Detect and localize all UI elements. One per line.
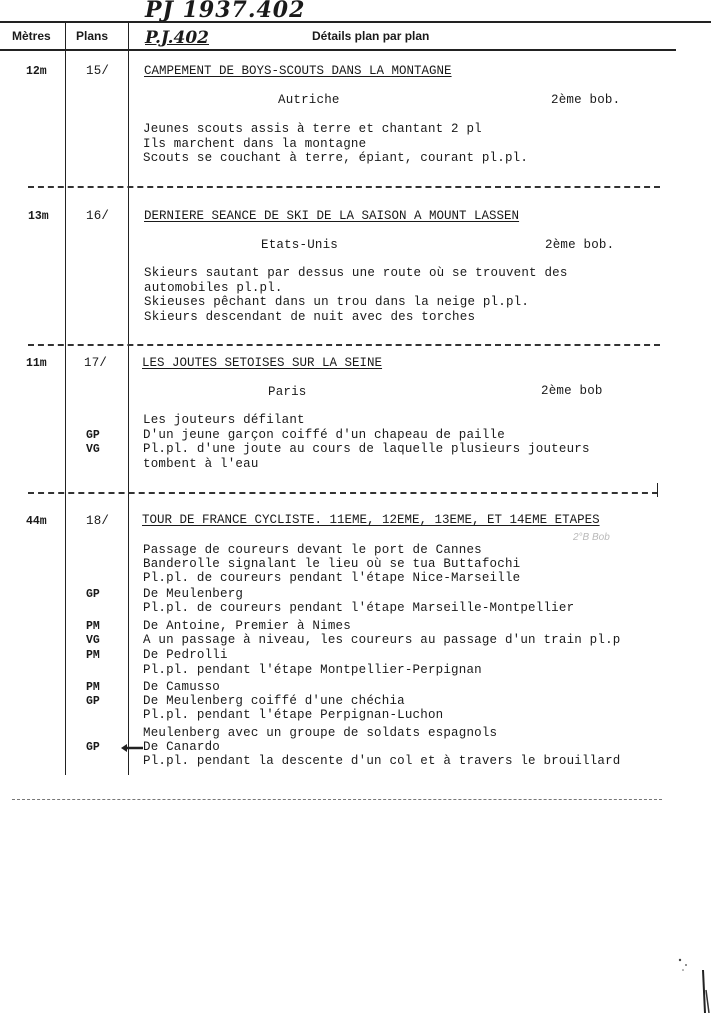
shot-line: De Camusso	[143, 680, 221, 694]
shot-line: De Meulenberg	[143, 587, 244, 601]
shot-line: Pl.pl. pendant l'étape Montpellier-Perpignan	[143, 663, 482, 677]
shot-line: Pl.pl. pendant la descente d'un col et à travers le brouillard	[143, 754, 621, 768]
arrow-pointer-icon	[121, 743, 143, 753]
shot-line: D'un jeune garçon coiffé d'un chapeau de paille	[143, 428, 505, 442]
section-plan-number: 17/	[84, 356, 108, 370]
header-bottom-rule	[0, 49, 676, 51]
shot-code: GP	[86, 429, 100, 442]
shot-code: PM	[86, 620, 100, 633]
shot-code: PM	[86, 649, 100, 662]
section-metres: 12m	[26, 65, 47, 78]
details-column-header: Détails plan par plan	[312, 29, 430, 43]
shot-line: Banderolle signalant le lieu où se tua Buttafochi	[143, 557, 521, 571]
shot-line: Jeunes scouts assis à terre et chantant 2 pl	[143, 122, 482, 136]
faded-stamp: 2°B Bob	[573, 532, 610, 543]
shot-line: A un passage à niveau, les coureurs au passage d'un train pl.p	[143, 633, 621, 647]
header-top-rule	[0, 21, 711, 23]
section-title: TOUR DE FRANCE CYCLISTE. 11EME, 12EME, 13EME, ET 14EME ETAPES	[142, 513, 600, 527]
section-metres: 11m	[26, 357, 47, 370]
shot-line: Ils marchent dans la montagne	[143, 137, 367, 151]
shot-line: Skieuses pêchant dans un trou dans la neige pl.pl.	[144, 295, 530, 309]
shot-line: Scouts se couchant à terre, épiant, courant pl.pl.	[143, 151, 529, 165]
section-bob: 2ème bob.	[545, 238, 615, 252]
section-separator	[28, 344, 660, 346]
section-metres: 13m	[28, 210, 49, 223]
section-location: Autriche	[278, 93, 340, 107]
shot-code: VG	[86, 443, 100, 456]
column-divider-2	[128, 21, 129, 775]
scan-speck-marks	[670, 945, 711, 1013]
separator-end-tick	[657, 483, 658, 497]
section-bob: 2ème bob	[541, 384, 603, 398]
shot-code: GP	[86, 695, 100, 708]
shot-line: tombent à l'eau	[143, 457, 259, 471]
shot-code: GP	[86, 741, 100, 754]
section-bob: 2ème bob.	[551, 93, 621, 107]
column-divider-1	[65, 21, 66, 775]
shot-line: Skieurs descendant de nuit avec des torches	[144, 310, 476, 324]
shot-line: De Pedrolli	[143, 648, 228, 662]
metres-column-header: Mètres	[12, 29, 51, 43]
section-metres: 44m	[26, 515, 47, 528]
shot-code: PM	[86, 681, 100, 694]
shot-line: De Meulenberg coiffé d'une chéchia	[143, 694, 405, 708]
shot-line: automobiles pl.pl.	[144, 281, 283, 295]
shot-line: Pl.pl. pendant l'étape Perpignan-Luchon	[143, 708, 444, 722]
section-title: CAMPEMENT DE BOYS-SCOUTS DANS LA MONTAGNE	[144, 64, 452, 78]
shot-line: Meulenberg avec un groupe de soldats espagnols	[143, 726, 498, 740]
plans-column-header: Plans	[76, 29, 109, 43]
section-location: Etats-Unis	[261, 238, 339, 252]
section-separator	[28, 186, 660, 188]
section-title: LES JOUTES SETOISES SUR LA SEINE	[142, 356, 383, 370]
footer-rule	[12, 799, 662, 800]
shot-line: Les jouteurs défilant	[143, 413, 305, 427]
shot-code: VG	[86, 634, 100, 647]
document-reference: PJ 1937.402	[145, 0, 306, 23]
shot-line: De Canardo	[143, 740, 221, 754]
section-location: Paris	[268, 385, 307, 399]
handwritten-ref: P.J.402	[145, 28, 210, 48]
shot-line: Pl.pl. de coureurs pendant l'étape Nice-Marseille	[143, 571, 521, 585]
shot-line: Pl.pl. d'une joute au cours de laquelle plusieurs jouteurs	[143, 442, 590, 456]
shot-line: Pl.pl. de coureurs pendant l'étape Marseille-Montpellier	[143, 601, 575, 615]
section-plan-number: 15/	[86, 64, 110, 78]
section-plan-number: 18/	[86, 514, 110, 528]
shot-line: Passage de coureurs devant le port de Cannes	[143, 543, 482, 557]
section-plan-number: 16/	[86, 209, 110, 223]
section-title: DERNIERE SEANCE DE SKI DE LA SAISON A MOUNT LASSEN	[144, 209, 520, 223]
shot-line: De Antoine, Premier à Nimes	[143, 619, 351, 633]
shot-code: GP	[86, 588, 100, 601]
shot-line: Skieurs sautant par dessus une route où se trouvent des	[144, 266, 568, 280]
section-separator	[28, 492, 658, 494]
